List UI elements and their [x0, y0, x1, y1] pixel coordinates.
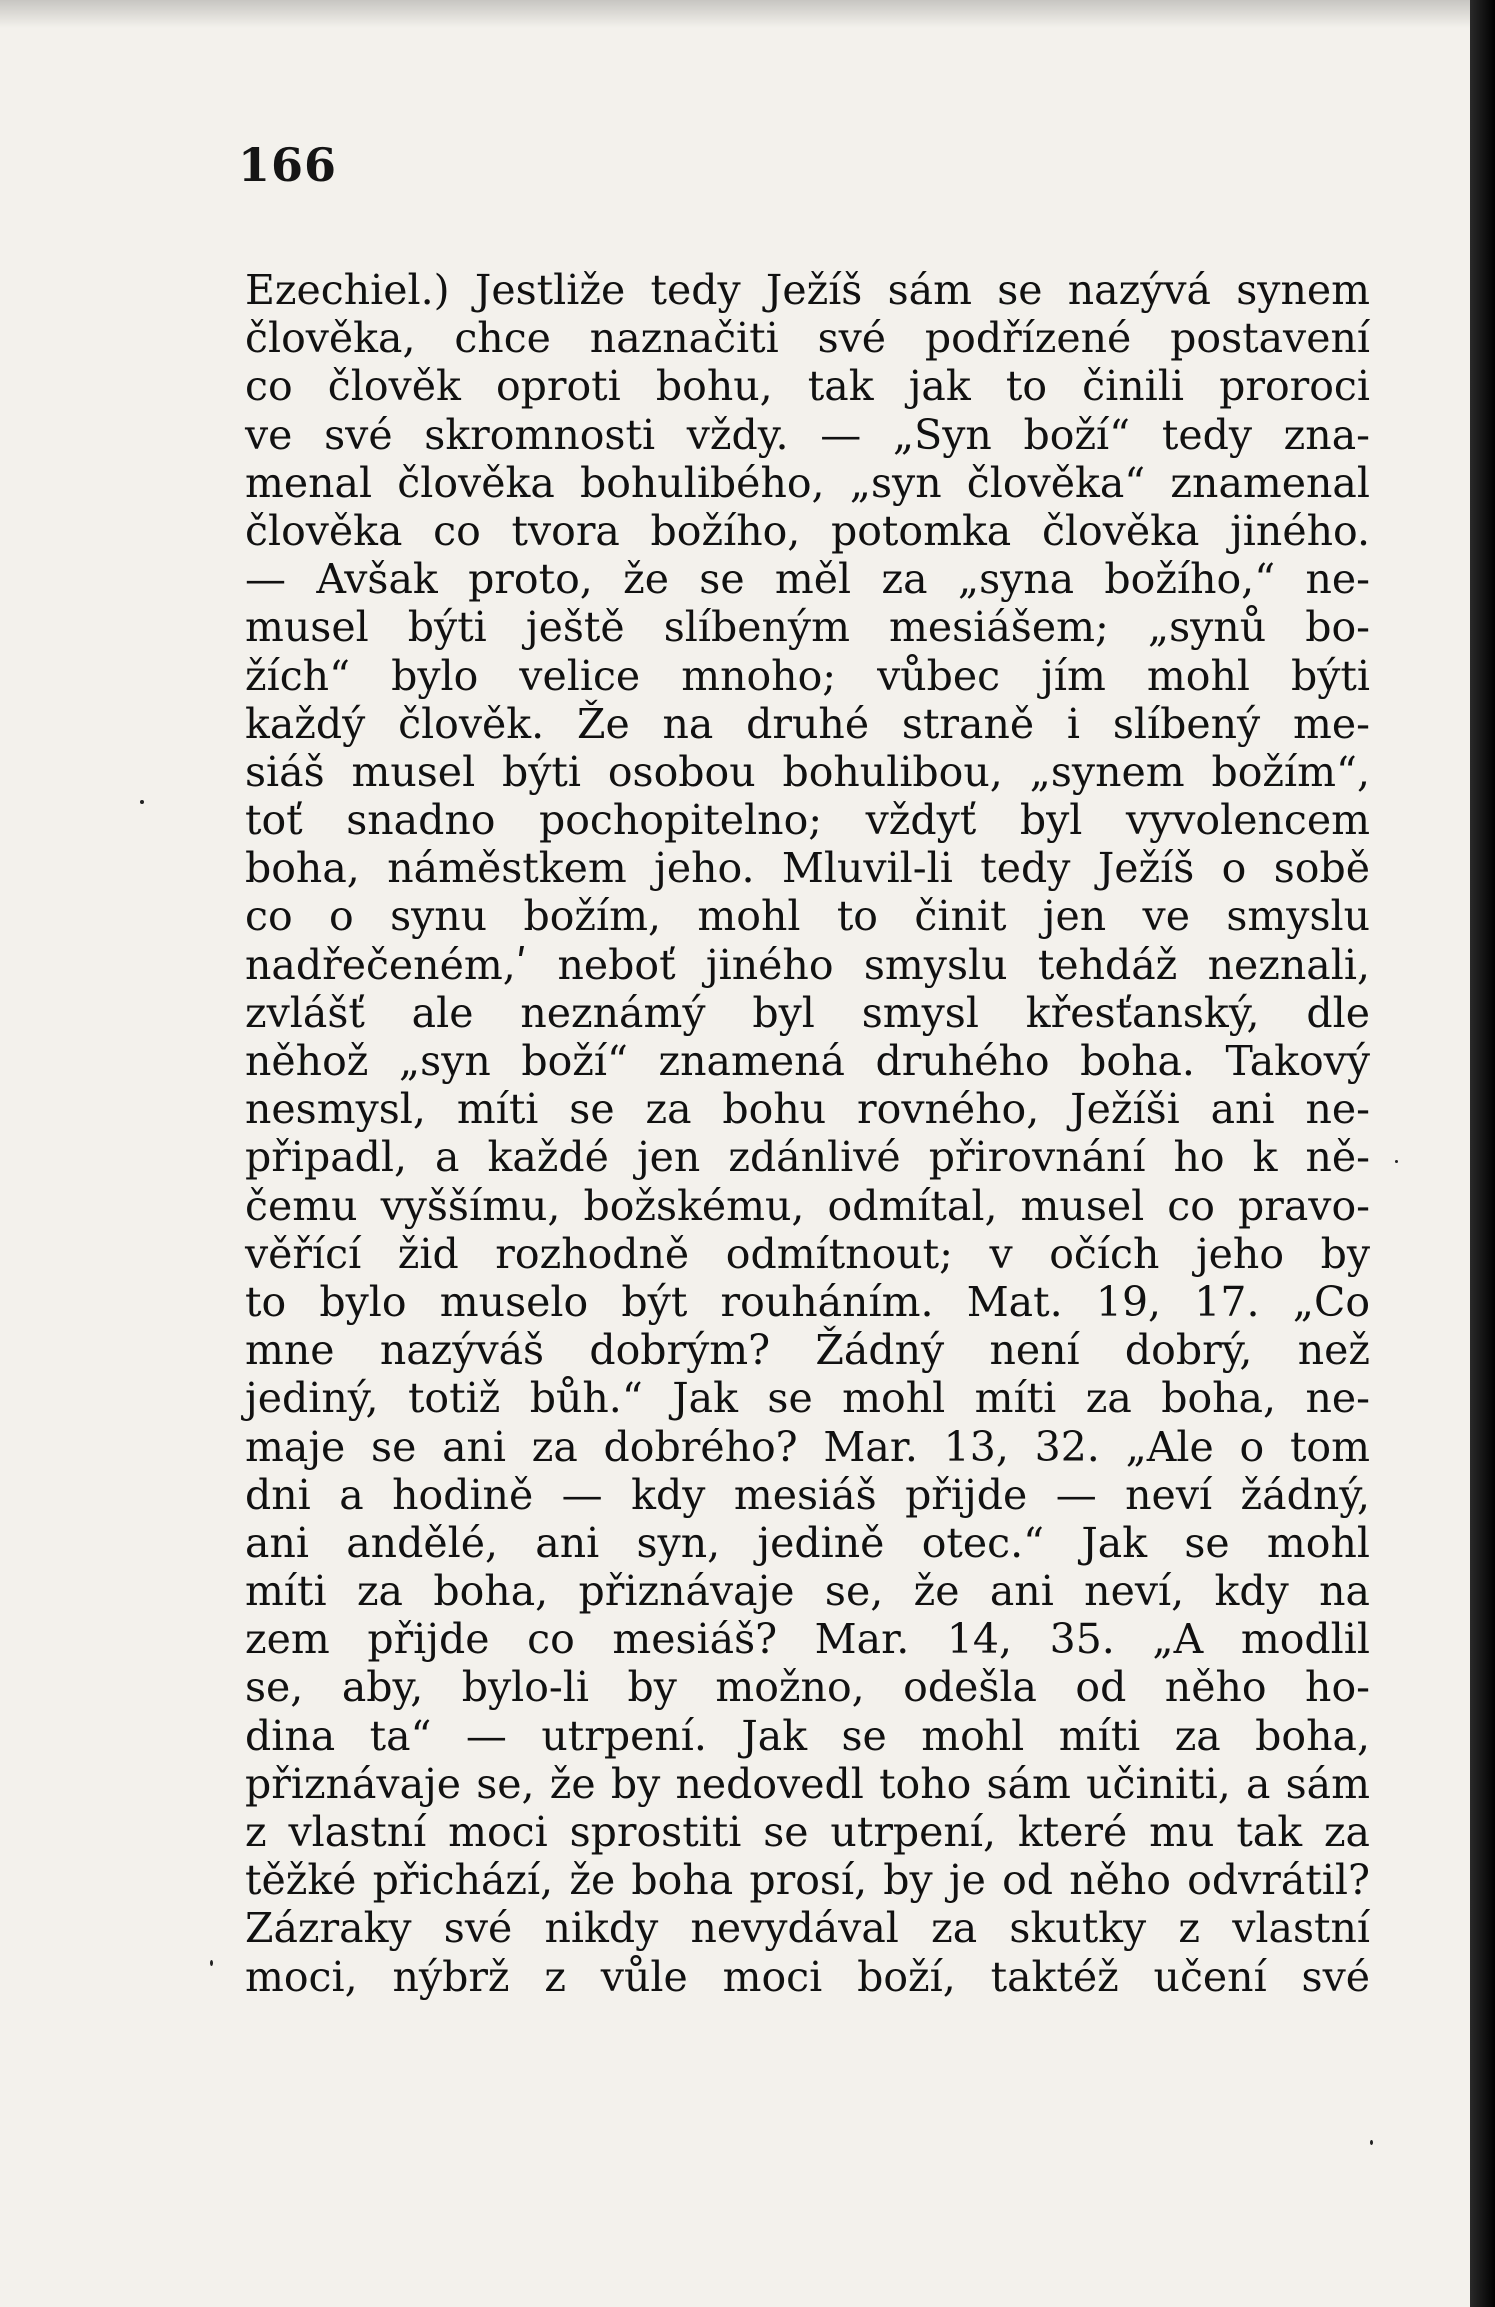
text-line: připadl, a každé jen zdánlivé přirovnání ho k ně-: [245, 1133, 1370, 1182]
text-line: moci, nýbrž z vůle moci boží, taktéž učení své: [245, 1952, 1370, 2001]
paper-speck: [210, 1960, 213, 1966]
text-line: musel býti ještě slíbeným mesiášem; „synů bo-: [245, 603, 1370, 652]
paper-speck: [140, 800, 144, 804]
text-line: to bylo muselo být rouháním. Mat. 19, 17. „Co: [245, 1277, 1370, 1326]
page-top-shadow: [0, 0, 1470, 28]
text-line: žích“ bylo velice mnoho; vůbec jím mohl býti: [245, 651, 1370, 700]
paper-speck: [1395, 1160, 1398, 1163]
text-line: Zázraky své nikdy nevydával za skutky z vlastní: [245, 1904, 1370, 1953]
text-line: čemu vyššímu, božskému, odmítal, musel co pravo-: [245, 1181, 1370, 1230]
text-line: maje se ani za dobrého? Mar. 13, 32. „Ale o tom: [245, 1422, 1370, 1471]
text-line: siáš musel býti osobou bohulibou, „synem božím“,: [245, 747, 1370, 796]
text-line: přiznávaje se, že by nedovedl toho sám učiniti, a sám: [245, 1759, 1370, 1808]
text-line: jediný, totiž bůh.“ Jak se mohl míti za boha, ne-: [245, 1374, 1370, 1423]
text-line: míti za boha, přiznávaje se, že ani neví, kdy na: [245, 1567, 1370, 1616]
text-line: menal člověka bohulibého, „syn člověka“ znamenal: [245, 458, 1370, 507]
text-line: — Avšak proto, že se měl za „syna božího,“ ne-: [245, 555, 1370, 604]
text-line: ani andělé, ani syn, jedině otec.“ Jak se mohl: [245, 1518, 1370, 1567]
text-line: nesmysl, míti se za bohu rovného, Ježíši ani ne-: [245, 1085, 1370, 1134]
page-number: 166: [238, 138, 338, 192]
paper-speck: [1370, 2140, 1373, 2145]
text-line: něhož „syn boží“ znamená druhého boha. Takový: [245, 1037, 1370, 1085]
text-line: co o synu božím, mohl to činit jen ve smyslu: [245, 892, 1370, 941]
text-line: člověka co tvora božího, potomka člověka jiného.: [245, 506, 1370, 555]
text-line: ve své skromnosti vždy. — „Syn boží“ tedy zna-: [245, 410, 1370, 459]
text-line: mne nazýváš dobrým? Žádný není dobrý, než: [245, 1326, 1370, 1375]
text-line: toť snadno pochopitelno; vždyť byl vyvolencem: [245, 796, 1370, 845]
text-line: se, aby, bylo-li by možno, odešla od něho ho-: [245, 1663, 1370, 1712]
text-line: Ezechiel.) Jestliže tedy Ježíš sám se nazývá synem: [245, 266, 1370, 314]
text-line: zem přijde co mesiáš? Mar. 14, 35. „A modlil: [245, 1615, 1370, 1664]
text-line: boha, náměstkem jeho. Mluvil-li tedy Ježíš o sobě: [245, 844, 1370, 893]
text-line: těžké přichází, že boha prosí, by je od něho odvrátil?: [245, 1856, 1370, 1905]
text-line: z vlastní moci sprostiti se utrpení, které mu tak za: [245, 1808, 1370, 1856]
page-edge-shadow: [1470, 0, 1495, 2307]
body-text: [245, 266, 1370, 2001]
text-line: člověka, chce naznačiti své podřízené postavení: [245, 314, 1370, 363]
text-line: každý člověk. Že na druhé straně i slíbený me-: [245, 699, 1370, 748]
text-line: nadřečeném,ʹ neboť jiného smyslu tehdáž neznali,: [245, 940, 1370, 989]
text-line: dina ta“ — utrpení. Jak se mohl míti za boha,: [245, 1711, 1370, 1760]
text-line: zvlášť ale neznámý byl smysl křesťanský, dle: [245, 988, 1370, 1037]
text-line: co člověk oproti bohu, tak jak to činili proroci: [245, 362, 1370, 411]
text-line: dni a hodině — kdy mesiáš přijde — neví žádný,: [245, 1470, 1370, 1519]
text-line: věřící žid rozhodně odmítnout; v očích jeho by: [245, 1229, 1370, 1278]
